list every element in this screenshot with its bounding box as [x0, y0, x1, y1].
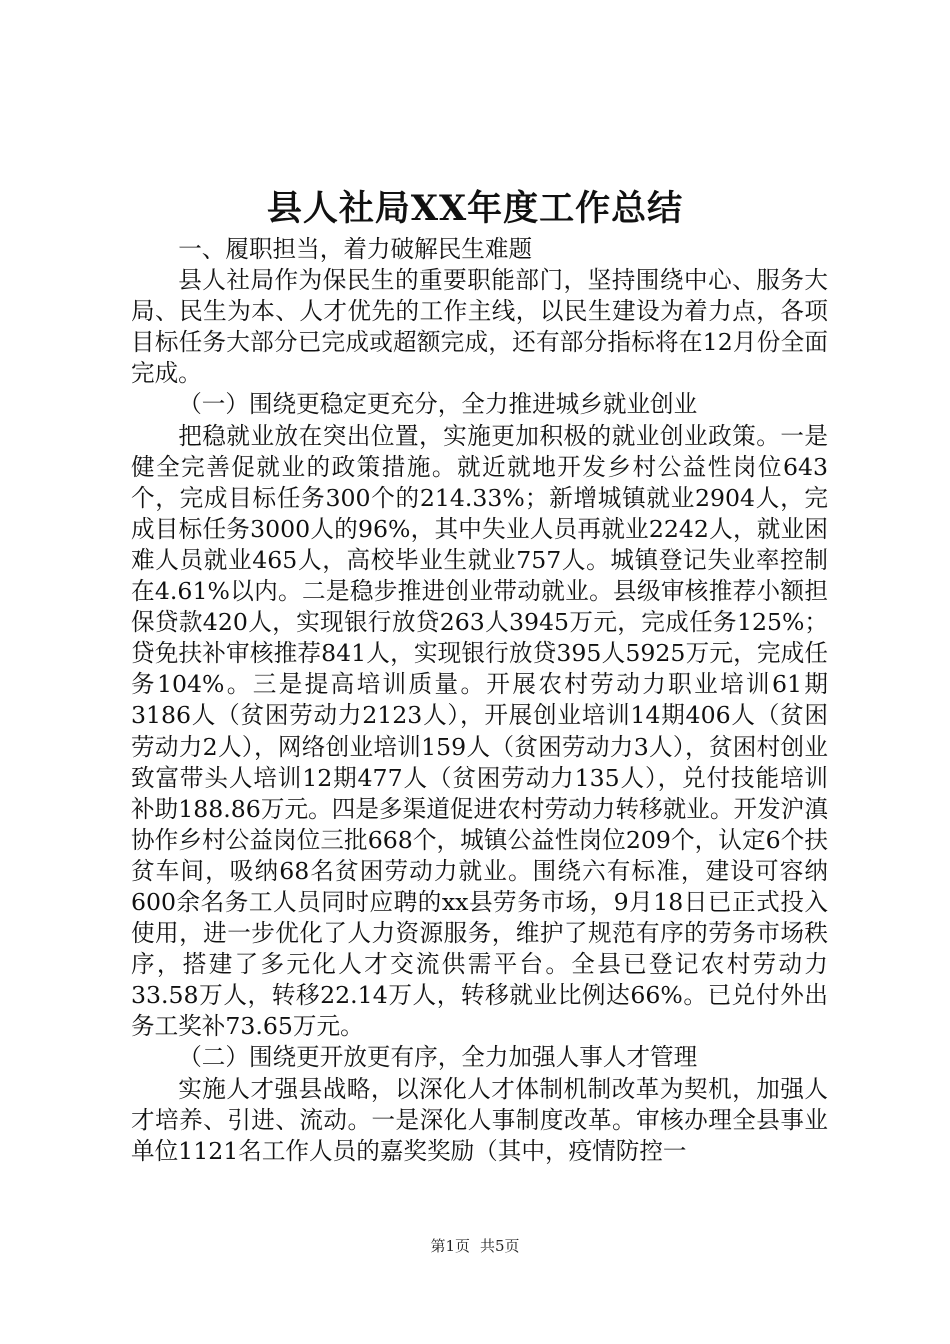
paragraph-intro: 县人社局作为保民生的重要职能部门，坚持围绕中心、服务大局、民生为本、人才优先的工作主线，以民生建设为着力点，各项目标任务大部分已完成或超额完成，还有部分指标将在12月份全面完成。 [131, 266, 828, 388]
paragraph-employment: 把稳就业放在突出位置，实施更加积极的就业创业政策。一是健全完善促就业的政策措施。就近就地开发乡村公益性岗位643个，完成目标任务300个的214.33%；新增城镇就业2904人，完成目标任务3000人的96%，其中失业人员再就业2242人，就业困难人员就业465人，高校毕业生就业757人。城镇登记失业率控制在4.61%以内。二是稳步推进创业带动就业。县级审核推荐小额担保贷款420人，实现银行放贷263人3945万元，完成任务125%；贷免扶补审核推荐841人，实现银行放贷395人5925万元，完成任务104%。三是提高培训质量。开展农村劳动力职业培训61期3186人（贫困劳动力2123人），开展创业培训14期406人（贫困劳动力2人），网络创业培训159人（贫困劳动力3人），贫困村创业致富带头人培训12期477人（贫困劳动力135人），兑付技能培训补助188.86万元。四是多渠道促进农村劳动力转移就业。开发沪滇协作乡村公益岗位三批668个，城镇公益性岗位209个，认定6个扶贫车间，吸纳68名贫困劳动力就业。围绕六有标准，建设可容纳600余名务工人员同时应聘的xx县劳务市场，9月18日已正式投入使用，进一步优化了人力资源服务，维护了规范有序的劳务市场秩序，搭建了多元化人才交流供需平台。全县已登记农村劳动力33.58万人，转移22.14万人，转移就业比例达66%。已兑付外出务工奖补73.65万元。 [131, 421, 828, 1041]
paragraph-talent: 实施人才强县战略，以深化人才体制机制改革为契机，加强人才培养、引进、流动。一是深化人事制度改革。审核办理全县事业单位1121名工作人员的嘉奖奖励（其中，疫情防控一 [131, 1074, 828, 1165]
document-body [131, 234, 828, 1167]
subsection-heading-1: （一）围绕更稳定更充分，全力推进城乡就业创业 [178, 390, 698, 419]
page-footer [0, 1236, 950, 1256]
subsection-heading-2: （二）围绕更开放更有序，全力加强人事人才管理 [178, 1043, 698, 1072]
section-heading-1: 一、履职担当，着力破解民生难题 [178, 235, 533, 263]
page-number: 第1页 [430, 1237, 470, 1255]
document-title: 县人社局XX年度工作总结 [266, 188, 684, 229]
page-total: 共5页 [480, 1237, 520, 1255]
